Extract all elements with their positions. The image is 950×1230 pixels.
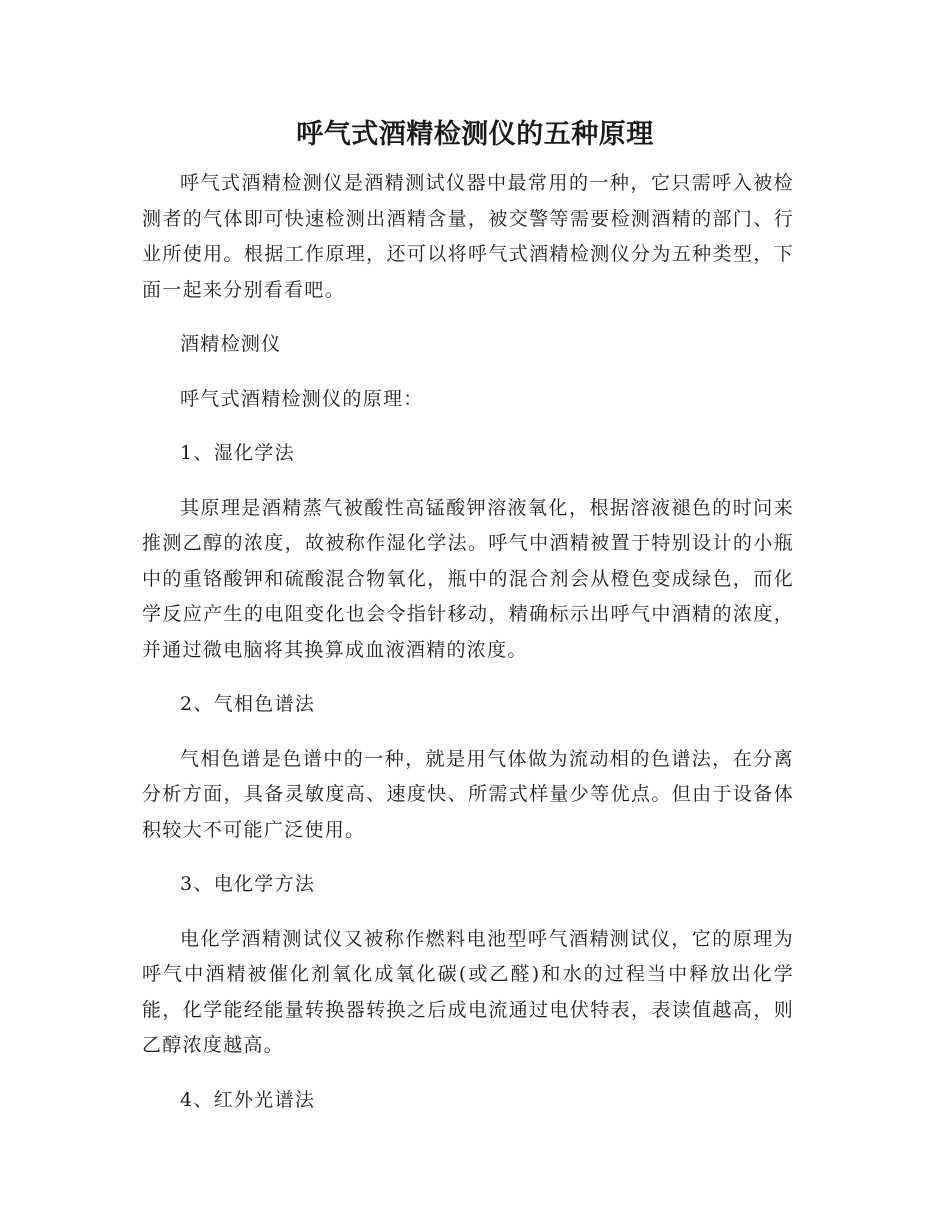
intro-paragraph: 呼气式酒精检测仪是酒精测试仪器中最常用的一种，它只需呼入被检测者的气体即可快速检测出酒精含量，被交警等需要检测酒精的部门、行业所使用。根据工作原理，还可以将呼气式酒精检测仪分为五种类型，下面一起来分别看看吧。	[142, 172, 794, 301]
document-title: 呼气式酒精检测仪的五种原理	[296, 119, 654, 150]
section-heading-2: 2、气相色谱法	[180, 693, 316, 715]
subheading-alcohol-detector: 酒精检测仪	[180, 333, 282, 355]
section-paragraph-3: 电化学酒精测试仪又被称作燃料电池型呼气酒精测试仪，它的原理为呼气中酒精被催化剂氧化成氧化碳(或乙醛)和水的过程当中释放出化学能，化学能经能量转换器转换之后成电流通过电伏特表，表读值越高，则乙醇浓度越高。	[142, 927, 794, 1056]
section-heading-3: 3、电化学方法	[180, 873, 316, 895]
section-paragraph-1: 其原理是酒精蒸气被酸性高锰酸钾溶液氧化，根据溶液褪色的时问来推测乙醇的浓度，故被称作湿化学法。呼气中酒精被置于特别设计的小瓶中的重铬酸钾和硫酸混合物氧化，瓶中的混合剂会从橙色变成绿色，而化学反应产生的电阻变化也会令指针移动，精确标示出呼气中酒精的浓度，并通过微电脑将其换算成血液酒精的浓度。	[142, 496, 794, 661]
subheading-principles: 呼气式酒精检测仪的原理：	[180, 387, 424, 410]
section-heading-4: 4、红外光谱法	[180, 1088, 316, 1111]
section-heading-1: 1、湿化学法	[180, 442, 295, 464]
section-paragraph-2: 气相色谱是色谱中的一种，就是用气体做为流动相的色谱法，在分离分析方面，具备灵敏度高、速度快、所需式样量少等优点。但由于设备体积较大不可能广泛使用。	[142, 747, 794, 841]
document-body	[142, 166, 794, 1137]
